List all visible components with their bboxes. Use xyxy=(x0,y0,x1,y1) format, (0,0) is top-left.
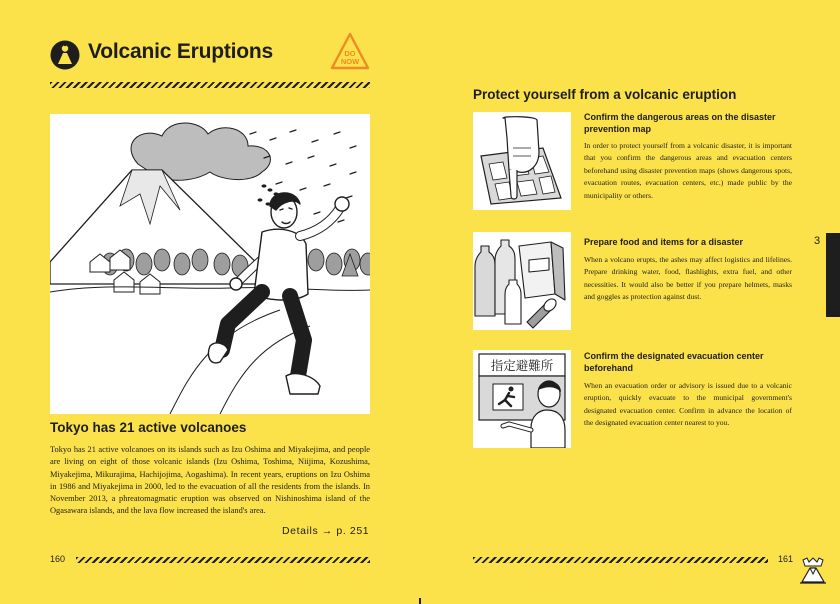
hand-pointing-map-icon xyxy=(473,112,571,210)
svg-text:指定避難所: 指定避難所 xyxy=(490,358,554,373)
item-2-title: Prepare food and items for a disaster xyxy=(584,237,744,247)
volcano-eruption-icon xyxy=(50,40,80,70)
chapter-number: 3 xyxy=(814,235,821,247)
right-heading: Protect yourself from a volcanic eruption xyxy=(473,87,737,102)
svg-text:NOW: NOW xyxy=(340,57,360,66)
section-body: Tokyo has 21 active volcanoes on its islands such as Izu Oshima and Miyakejima, and people are living on eight of those volcanic islands (Izu Oshima, Toshima, Niijima, Kozushima, Miyakejima, Mikurajima, Hachijojima, Aogashima). In recent years, eruptions on Izu Oshima in 1986 and Miyakejima in 2000, led to the evacuation of all the residents from the islands. In November 2013, a phreatomagmatic eruption was observed on Nishinoshima island of the Ogasawara islands, and the lava flow increased the island's area. xyxy=(50,445,370,516)
volcano-eruption-icon xyxy=(800,556,826,584)
section-heading: Tokyo has 21 active volcanoes xyxy=(50,420,247,435)
footer-divider xyxy=(473,557,768,563)
fold-mark xyxy=(419,598,421,604)
evacuation-sign-icon xyxy=(473,350,571,448)
details-link[interactable]: Details → p. 251 xyxy=(282,525,370,537)
emergency-supplies-icon xyxy=(473,232,571,330)
item-3-body: When an evacuation order or advisory is issued due to a volcanic eruption, quickly evacuate to the municipal government's designated evacuation center. Confirm in advance the location of the designated evacuation center nearest to you. xyxy=(584,381,792,428)
chapter-tab xyxy=(826,233,840,317)
page-number: 160 xyxy=(50,554,66,564)
title-row xyxy=(50,38,370,72)
footer-divider xyxy=(76,557,370,563)
do-now-badge xyxy=(330,32,370,72)
title-divider xyxy=(50,82,370,88)
page-title: Volcanic Eruptions xyxy=(88,40,274,63)
item-2-body: When a volcano erupts, the ashes may affect logistics and lifelines. Prepare drinking water, food, flashlights, extra fuel, and other necessities. It would also be better if you prepare helmets, masks and goggles as protection against dust. xyxy=(584,255,792,302)
item-3-title: Confirm the designated evacuation center beforehand xyxy=(584,351,764,373)
page-number: 161 xyxy=(778,554,794,564)
item-1-body: In order to protect yourself from a volcanic disaster, it is important that you confirm the dangerous areas and evacuation centers beforehand using disaster prevention maps (shows dangerous spots, evacuation routes, evacuation centers, etc.) made public by the municipality or others. xyxy=(584,141,792,200)
running-man-volcano-illustration xyxy=(50,114,370,414)
svg-text:DO: DO xyxy=(344,49,356,58)
right-page xyxy=(420,0,840,604)
item-1-title: Confirm the dangerous areas on the disaster prevention map xyxy=(584,112,776,134)
